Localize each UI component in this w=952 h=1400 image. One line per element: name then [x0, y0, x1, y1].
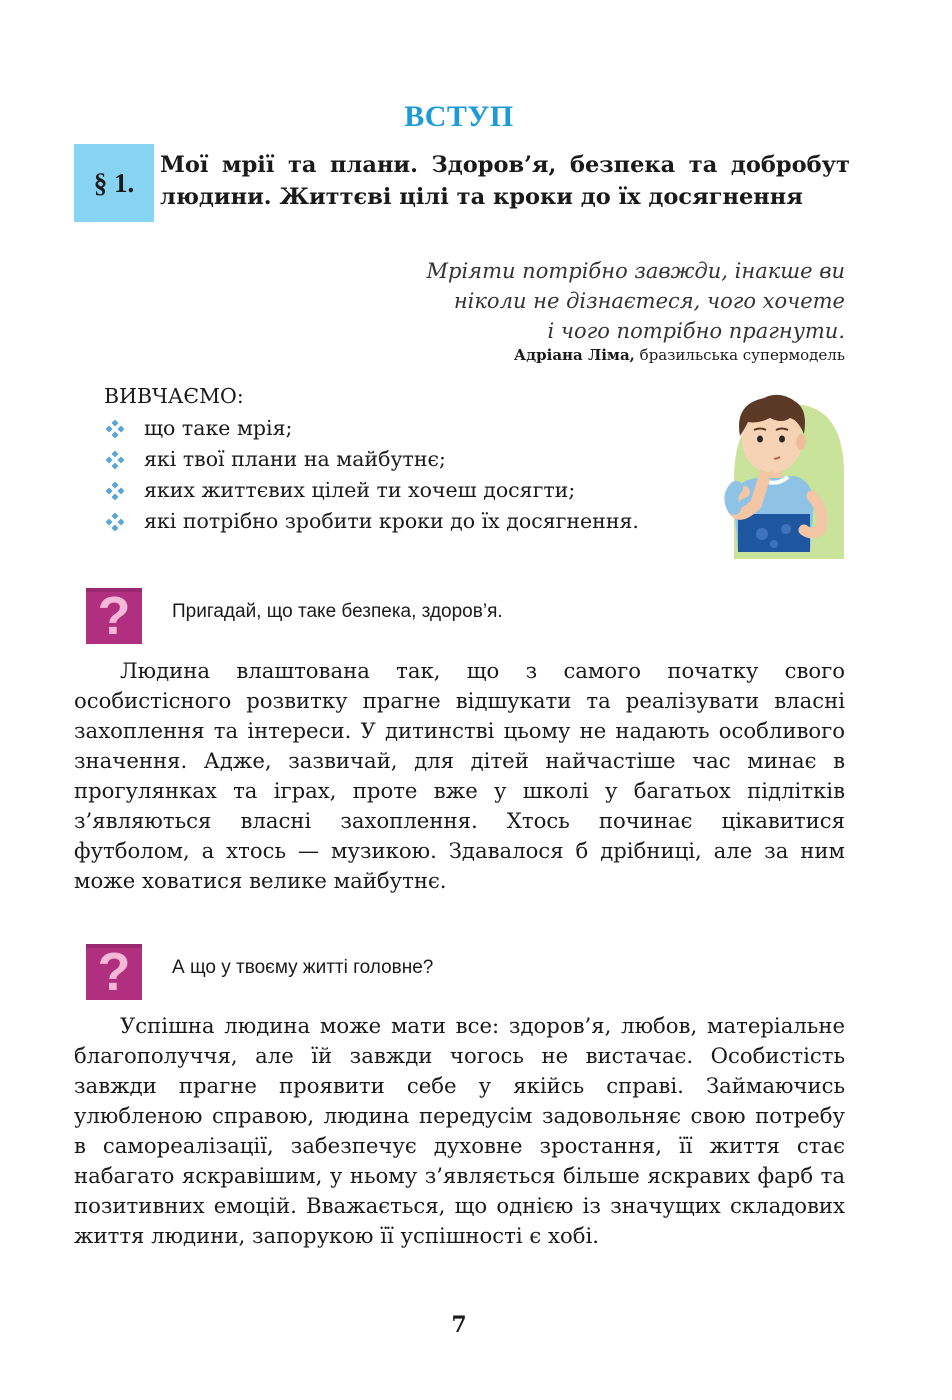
thinking-boy-illustration	[694, 384, 844, 559]
study-list-text: яких життєвих цілей ти хочеш досягти;	[144, 478, 576, 502]
study-list-item	[104, 475, 684, 506]
epigraph	[330, 256, 845, 346]
section-title: ВСТУП	[404, 100, 514, 133]
svg-text:?: ?	[97, 586, 131, 644]
question-prompt: Пригадай, що таке безпека, здоров’я.	[172, 601, 503, 622]
diamond-bullet-icon	[106, 420, 124, 438]
study-list-item	[104, 506, 684, 537]
question-prompt: А що у твоєму житті головне?	[172, 957, 434, 978]
study-list-text: які твої плани на майбутнє;	[144, 447, 446, 471]
chapter-title: Мої мрії та плани. Здоров’я, безпека та добробут людини. Життєві цілі та кроки до їх досягнення	[160, 152, 850, 210]
study-list-item	[104, 444, 684, 475]
epigraph-line: Мріяти потрібно завжди, інакше ви	[426, 259, 845, 283]
study-list	[104, 413, 684, 537]
diamond-bullet-icon	[106, 482, 124, 500]
study-list-text: що таке мрія;	[144, 416, 293, 440]
diamond-bullet-icon	[106, 513, 124, 531]
study-list-text: які потрібно зробити кроки до їх досягнення.	[144, 509, 639, 533]
epigraph-line: ніколи не дізнаєтеся, чого хочете	[453, 289, 845, 313]
epigraph-author	[330, 346, 845, 364]
paragraph-number-badge: § 1.	[74, 144, 154, 222]
body-paragraph: Людина влаштована так, що з самого початку свого особистісного розвитку прагне відшукати та реалізувати власні захоплення та інтереси. У дитинстві цьому не надають особливого значення. Адже, зазвичай, для дітей найчастіше час минає в прогулянках та іграх, проте вже у школі у багатьох підлітків з’являються власні захоплення. Хтось починає цікавитися футболом, а хтось — музикою. Здавалося б дрібниці, але за ним може ховатися велике майбутнє.	[74, 658, 845, 893]
epigraph-author-name: Адріана Ліма,	[513, 346, 635, 364]
study-heading: ВИВЧАЄМО:	[104, 384, 244, 408]
question-mark-icon	[86, 582, 142, 644]
diamond-bullet-icon	[106, 451, 124, 469]
body-paragraph: Успішна людина може мати все: здоров’я, любов, матеріальне благополуччя, але їй завжди чогось не вистачає. Особистість завжди прагне проявити себе у якійсь справі. Займаючись улюбленою справою, людина передусім задовольняє свою потребу в самореалізації, забезпечує духовне зростання, її життя стає набагато яскравішим, у ньому з’являється більше яскравих фарб та позитивних емоцій. Вважається, що однією із значущих складових життя людини, запорукою її успішності є хобі.	[74, 1013, 845, 1248]
question-mark-icon	[86, 938, 142, 1000]
study-list-item	[104, 413, 684, 444]
epigraph-line: і чого потрібно прагнути.	[547, 319, 845, 343]
svg-text:?: ?	[97, 942, 131, 1000]
page-number: 7	[451, 1312, 467, 1338]
epigraph-author-description: бразильська супермодель	[634, 346, 845, 364]
